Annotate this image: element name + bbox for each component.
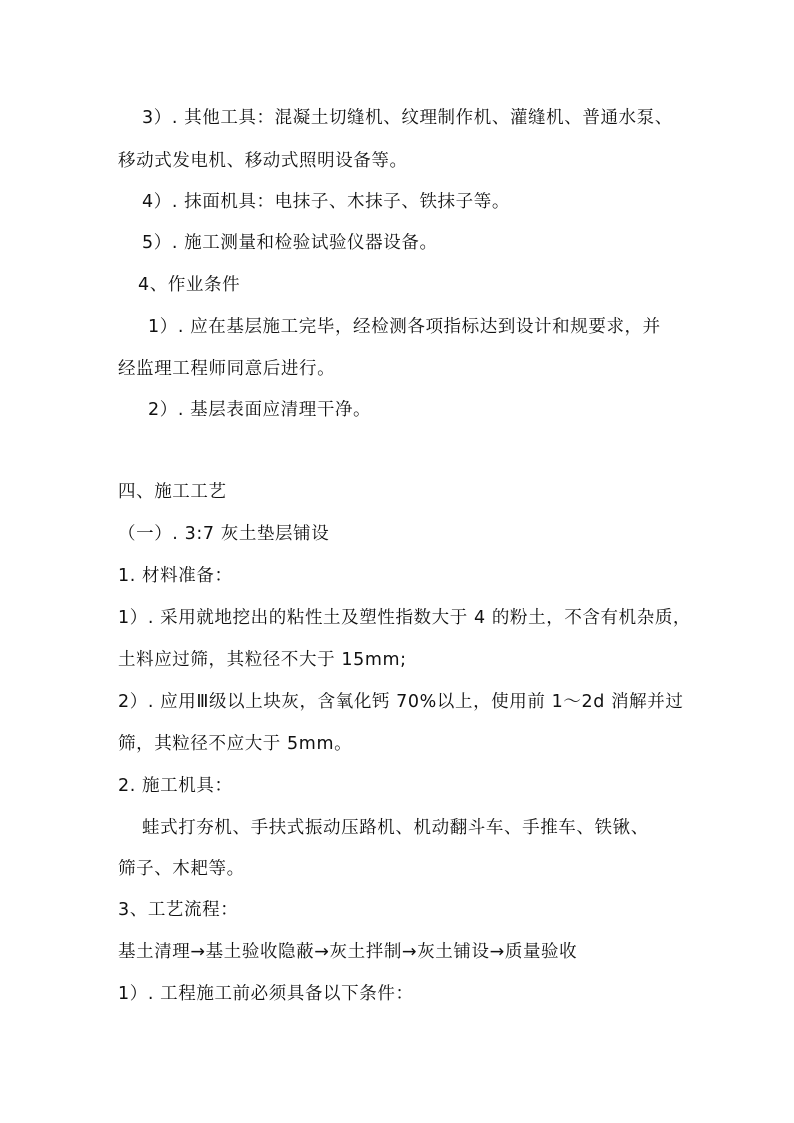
text-line-material-1-cont: 土料应过筛，其粒径不大于 15mm;	[118, 650, 407, 670]
heading-construction-machinery: 2. 施工机具：	[118, 776, 233, 796]
text-line-condition-1-cont: 经监理工程师同意后进行。	[118, 359, 336, 379]
text-line-survey-equipment: 5）. 施工测量和检验试验仪器设备。	[142, 233, 438, 253]
heading-work-conditions: 4、作业条件	[138, 275, 241, 295]
heading-lime-soil-cushion: （一）. 3:7 灰土垫层铺设	[118, 524, 330, 544]
text-line-preconditions: 1）. 工程施工前必须具备以下条件：	[118, 984, 414, 1004]
text-line-process-flow: 基土清理→基土验收隐蔽→灰土拌制→灰土铺设→质量验收	[118, 942, 578, 962]
heading-material-preparation: 1. 材料准备：	[118, 566, 233, 586]
text-line-trowel-tools: 4）. 抹面机具：电抹子、木抹子、铁抹子等。	[142, 192, 510, 212]
text-line-other-tools-cont: 移动式发电机、移动式照明设备等。	[118, 151, 408, 171]
text-line-condition-1: 1）. 应在基层施工完毕，经检测各项指标达到设计和规要求，并	[148, 317, 661, 337]
text-line-material-1: 1）. 采用就地挖出的粘性土及塑性指数大于 4 的粉土，不含有机杂质，	[118, 608, 692, 628]
text-line-other-tools: 3）. 其他工具：混凝土切缝机、纹理制作机、灌缝机、普通水泵、	[142, 108, 673, 128]
heading-process-flow: 3、工艺流程：	[118, 900, 239, 920]
text-line-material-2-cont: 筛，其粒径不应大于 5mm。	[118, 734, 353, 754]
text-line-material-2: 2）. 应用Ⅲ级以上块灰，含氧化钙 70%以上，使用前 1～2d 消解并过	[118, 692, 684, 712]
text-line-machinery-list: 蛙式打夯机、手扶式振动压路机、机动翻斗车、手推车、铁锹、	[142, 818, 649, 838]
heading-construction-process: 四、施工工艺	[118, 482, 227, 502]
text-line-machinery-list-cont: 筛子、木耙等。	[118, 859, 245, 879]
text-line-condition-2: 2）. 基层表面应清理干净。	[148, 400, 372, 420]
